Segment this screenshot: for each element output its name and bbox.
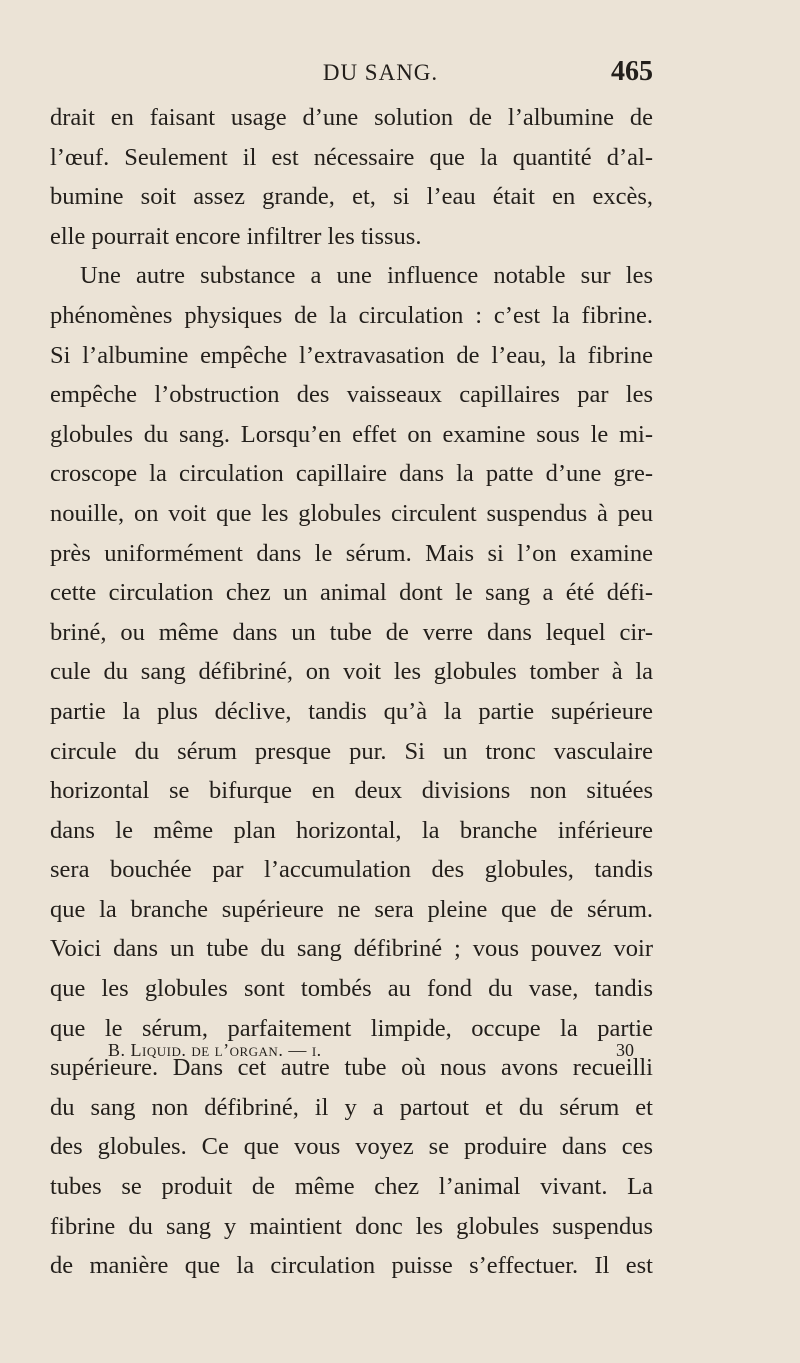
text-line: tubes se produit de même chez l’animal vivant. La	[50, 1173, 653, 1201]
running-title: DU SANG.	[322, 60, 439, 85]
text-line: croscope la circulation capillaire dans la patte d’une gre-	[50, 460, 653, 488]
text-line: du sang non défibriné, il y a partout et du sérum et	[50, 1093, 653, 1121]
text-line: que le sérum, parfaitement limpide, occupe la partie	[50, 1014, 653, 1042]
signature-initial: B.	[108, 1040, 126, 1060]
text-line: l’œuf. Seulement il est nécessaire que la quantité d’al-	[50, 143, 653, 171]
text-line: que la branche supérieure ne sera pleine que de sérum.	[50, 895, 653, 923]
text-line: Si l’albumine empêche l’extravasation de l’eau, la fibrine	[50, 341, 653, 369]
text-line: globules du sang. Lorsqu’en effet on examine sous le mi-	[50, 420, 653, 448]
text-line: sera bouchée par l’accumulation des globules, tandis	[50, 856, 653, 884]
text-line: drait en faisant usage d’une solution de l’albumine de	[50, 104, 653, 131]
text-line: de manière que la circulation puisse s’effectuer. Il est	[50, 1252, 653, 1280]
text-line: nouille, on voit que les globules circulent suspendus à peu	[50, 499, 653, 527]
text-line: supérieure. Dans cet autre tube où nous avons recueilli	[50, 1054, 653, 1082]
page-number: 465	[611, 56, 653, 87]
text-line: fibrine du sang y maintient donc les globules suspendus	[50, 1212, 653, 1240]
signature-number: 30	[616, 1040, 634, 1060]
text-line: partie la plus déclive, tandis qu’à la partie supérieure	[50, 697, 653, 725]
text-line: des globules. Ce que vous voyez se produire dans ces	[50, 1133, 653, 1161]
text-line: cette circulation chez un animal dont le sang a été défi-	[50, 579, 653, 607]
text-line: briné, ou même dans un tube de verre dans lequel cir-	[50, 618, 653, 646]
running-head	[108, 56, 653, 92]
text-line: que les globules sont tombés au fond du vase, tandis	[50, 975, 653, 1003]
text-line: dans le même plan horizontal, la branche inférieure	[50, 816, 653, 844]
text-line: empêche l’obstruction des vaisseaux capillaires par les	[50, 381, 653, 409]
text-line: bumine soit assez grande, et, si l’eau était en excès,	[50, 183, 653, 211]
text-line: Une autre substance a une influence notable sur les	[80, 262, 653, 290]
signature-text: Liquid. de l’organ. — i.	[130, 1040, 322, 1060]
body-text	[50, 98, 653, 1286]
text-line: elle pourrait encore infiltrer les tissus.	[50, 222, 422, 250]
signature-mark	[108, 1040, 322, 1061]
text-line: Voici dans un tube du sang défibriné ; vous pouvez voir	[50, 935, 653, 963]
text-line: cule du sang défibriné, on voit les globules tomber à la	[50, 658, 653, 686]
text-line: circule du sérum presque pur. Si un tronc vasculaire	[50, 737, 653, 765]
text-line: horizontal se bifurque en deux divisions non situées	[50, 777, 653, 805]
text-line: près uniformément dans le sérum. Mais si l’on examine	[50, 539, 653, 567]
text-line: phénomènes physiques de la circulation : c’est la fibrine.	[50, 301, 653, 329]
signature-line	[108, 1040, 653, 1070]
